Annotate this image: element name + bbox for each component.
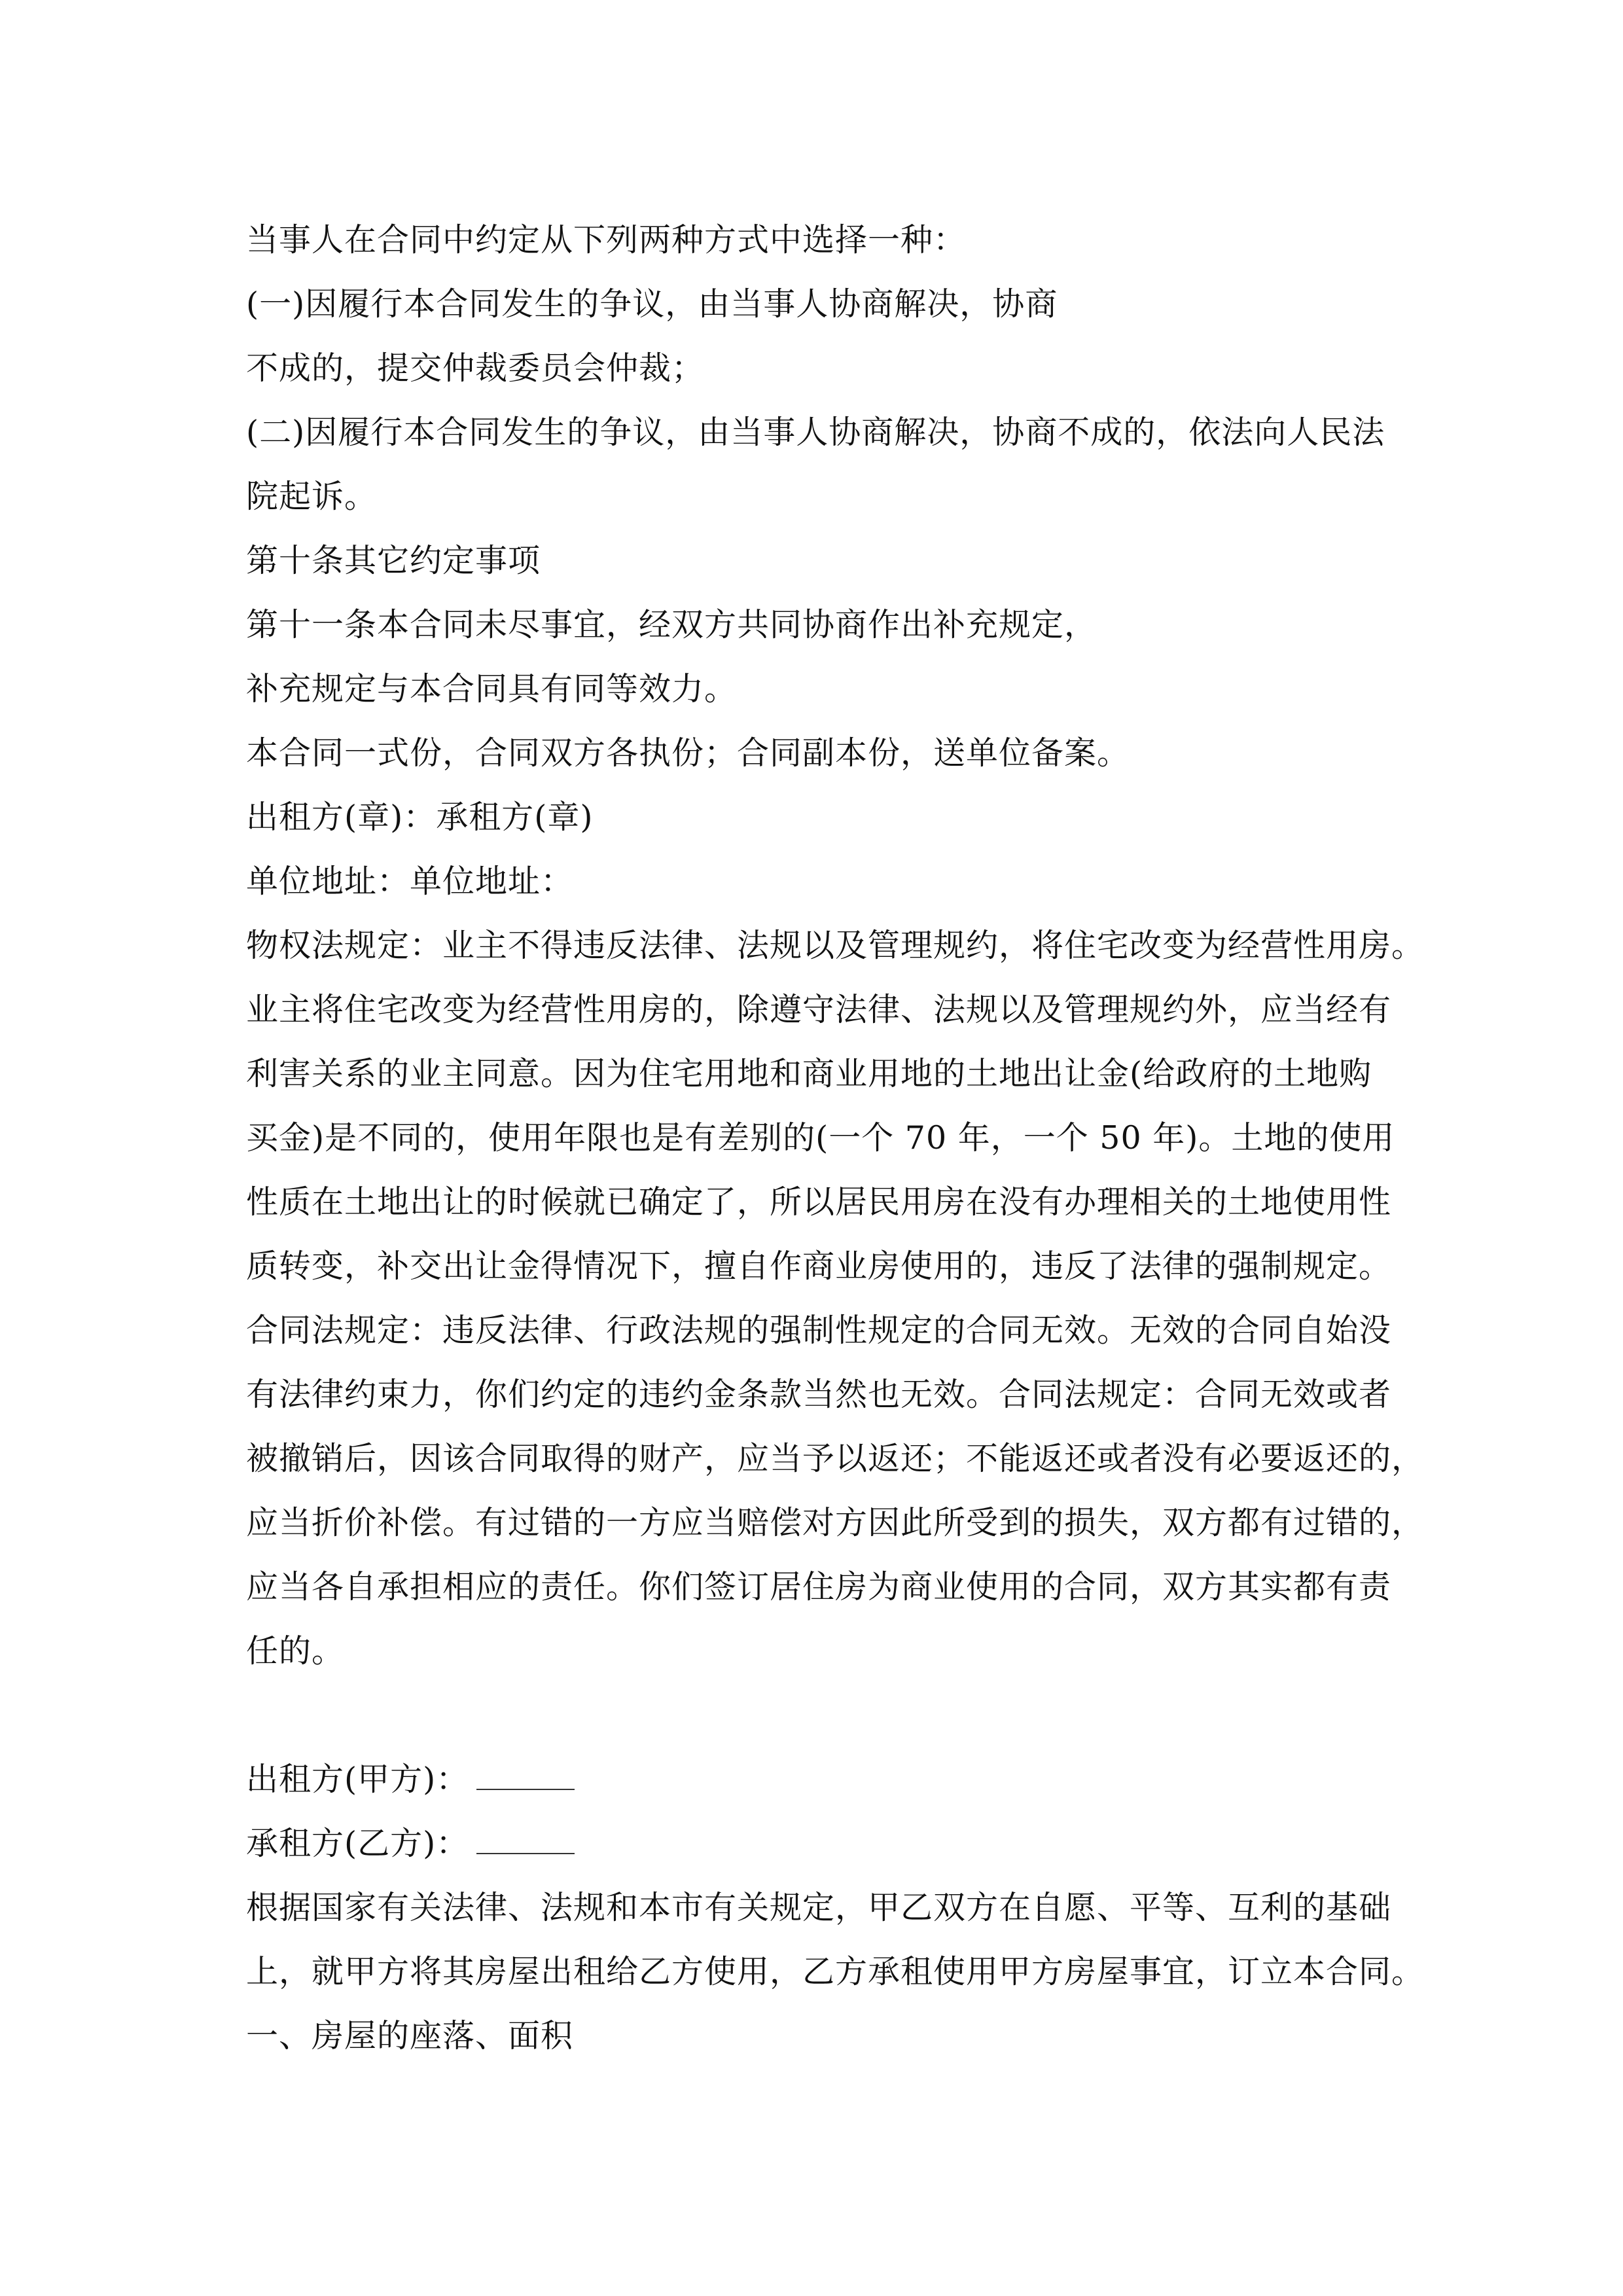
paragraph-line: 第十一条本合同未尽事宜，经双方共同协商作出补充规定， [246, 606, 1097, 643]
document-body [246, 208, 1425, 2068]
section-heading: 第十条其它约定事项 [246, 542, 541, 579]
paragraph-line: 院起诉。 [246, 478, 378, 515]
paragraph-line: 当事人在合同中约定从下列两种方式中选择一种： [246, 221, 967, 259]
paragraph-line: 被撤销后，因该合同取得的财产，应当予以返还；不能返还或者没有必要返还的， [246, 1440, 1425, 1477]
paragraph-line: (二)因履行本合同发生的争议，由当事人协商解决，协商不成的，依法向人民法 [246, 414, 1385, 451]
paragraph-line: 性质在土地出让的时候就已确定了，所以居民用房在没有办理相关的土地使用性 [246, 1183, 1392, 1221]
paragraph-line: 根据国家有关法律、法规和本市有关规定，甲乙双方在自愿、平等、互利的基础 [246, 1889, 1392, 1926]
lessor-field [246, 1748, 1398, 1812]
paragraph-line: 本合同一式份，合同双方各执份；合同副本份，送单位备案。 [246, 734, 1130, 772]
paragraph-line: 买金)是不同的，使用年限也是有差别的(一个 70 年，一个 50 年)。土地的使用 [246, 1119, 1395, 1157]
paragraph-line: 上，就甲方将其房屋出租给乙方使用，乙方承租使用甲方房屋事宜，订立本合同。 [246, 1953, 1425, 1990]
paragraph-line: 不成的，提交仲裁委员会仲裁； [246, 350, 705, 387]
paragraph-line: 应当折价补偿。有过错的一方应当赔偿对方因此所受到的损失，双方都有过错的， [246, 1504, 1425, 1541]
address-line: 单位地址：单位地址： [246, 863, 574, 900]
lessor-blank [476, 1769, 575, 1790]
paragraph-line: 合同法规定：违反法律、行政法规的强制性规定的合同无效。无效的合同自始没 [246, 1312, 1392, 1349]
paragraph-line: 利害关系的业主同意。因为住宅用地和商业用地的土地出让金(给政府的土地购 [246, 1055, 1372, 1092]
lessee-blank [476, 1833, 575, 1854]
paragraph-line: 应当各自承担相应的责任。你们签订居住房为商业使用的合同，双方其实都有责 [246, 1568, 1392, 1605]
lessee-field [246, 1812, 1398, 1876]
paragraph-line: 有法律约束力，你们约定的违约金条款当然也无效。合同法规定：合同无效或者 [246, 1376, 1392, 1413]
paragraph-line: (一)因履行本合同发生的争议，由当事人协商解决，协商 [246, 285, 1058, 323]
section-heading: 一、房屋的座落、面积 [246, 2017, 574, 2054]
signature-line: 出租方(章)：承租方(章) [246, 798, 594, 836]
paragraph-line: 任的。 [246, 1632, 345, 1670]
blank-spacer [246, 1683, 1398, 1748]
lessee-label: 承租方(乙方)： [246, 1825, 469, 1862]
paragraph-line: 业主将住宅改变为经营性用房的，除遵守法律、法规以及管理规约外，应当经有 [246, 991, 1392, 1028]
paragraph-line: 物权法规定：业主不得违反法律、法规以及管理规约，将住宅改变为经营性用房。 [246, 927, 1425, 964]
paragraph-line: 补充规定与本合同具有同等效力。 [246, 670, 738, 708]
lessor-label: 出租方(甲方)： [246, 1761, 469, 1798]
paragraph-line: 质转变，补交出让金得情况下，擅自作商业房使用的，违反了法律的强制规定。 [246, 1247, 1392, 1285]
